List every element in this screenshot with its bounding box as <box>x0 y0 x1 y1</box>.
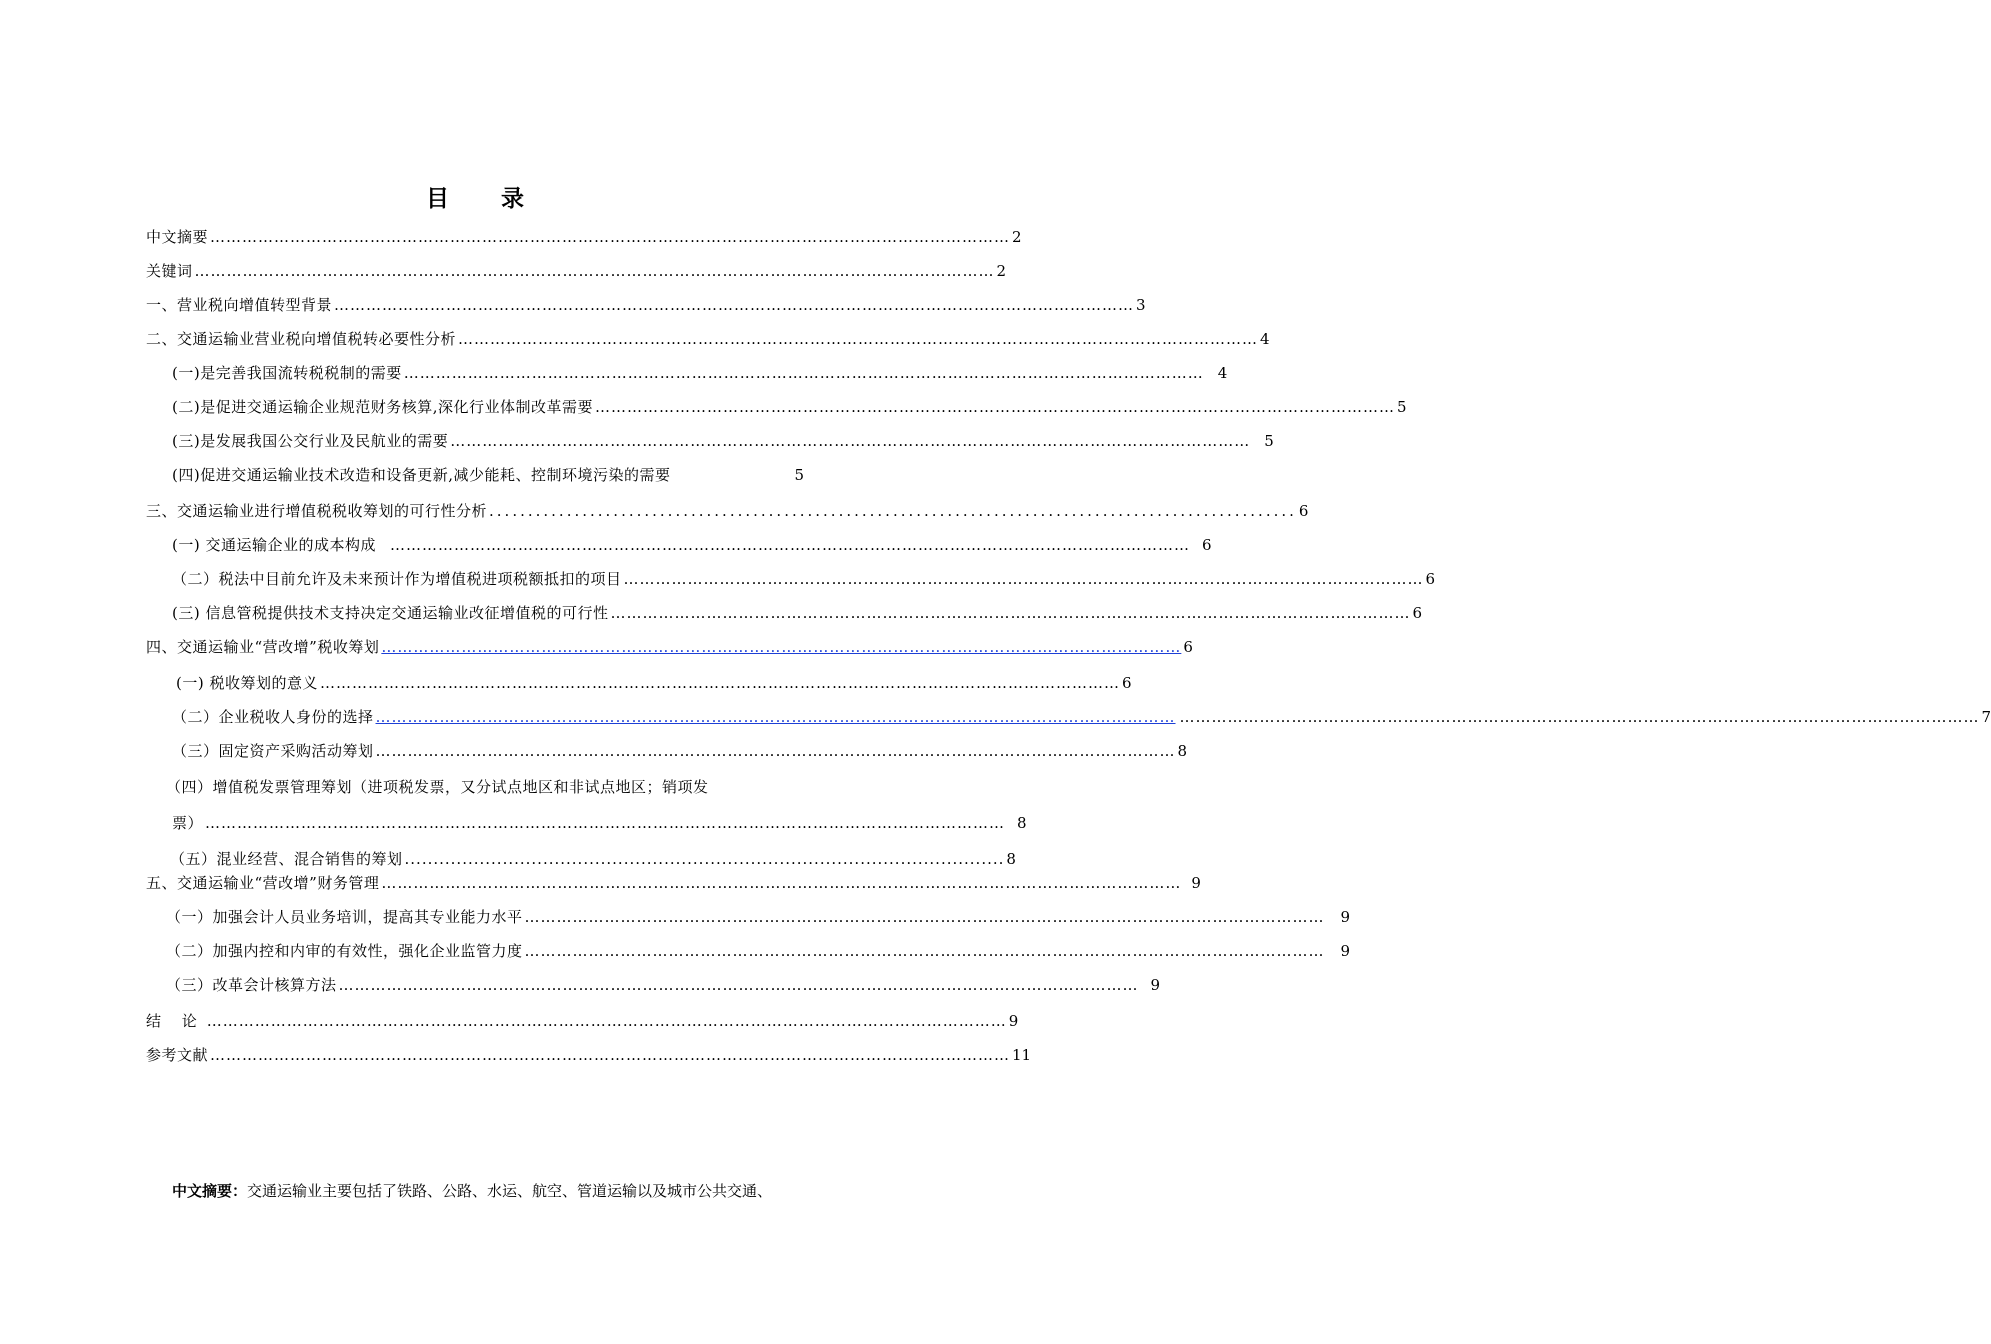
toc-entry-page: 4 <box>1217 364 1228 382</box>
toc-entry-section-2-4[interactable] <box>172 464 804 486</box>
toc-entry-section-4-4[interactable] <box>166 776 806 798</box>
dot-leader: …………………………………………………………………………………………………………………………………… <box>338 976 1139 994</box>
toc-entry-page: 8 <box>1017 814 1027 832</box>
toc-entry-section-2-1[interactable] <box>172 362 1228 384</box>
dot-leader: …………………………………………………………………………………………………………………………………… <box>623 570 1424 588</box>
dot-leader: …………………………………………………………………………………………………………………………………… <box>375 742 1176 760</box>
toc-entry-label: （三）固定资产采购活动筹划 <box>172 742 374 760</box>
dot-leader: ........................................................................................................ <box>404 850 1005 868</box>
dot-leader: …………………………………………………………………………………………………………………………………… <box>450 432 1251 450</box>
toc-entry-conclusion[interactable] <box>146 1010 1019 1032</box>
dot-leader-link: …………………………………………………………………………………………………………………………………… <box>381 638 1182 656</box>
toc-entry-label: （二）税法中目前允许及未来预计作为增值税进项税额抵扣的项目 <box>172 570 622 588</box>
toc-entry-page: 6 <box>1412 604 1423 622</box>
toc-entry-section-4-3[interactable] <box>172 740 1188 762</box>
dot-leader: …………………………………………………………………………………………………………………………………… <box>210 228 1011 246</box>
dot-leader: …………………………………………………………………………………………………………………………………… <box>594 398 1395 416</box>
dot-leader: …………………………………………………………………………………………………………………………………… <box>319 674 1120 692</box>
toc-entry-page: 3 <box>1136 296 1146 314</box>
toc-entry-page: 11 <box>1012 1046 1032 1064</box>
toc-entry-section-2-3[interactable] <box>172 430 1274 452</box>
toc-entry-page: 9 <box>1340 908 1351 926</box>
toc-entry-page: 9 <box>1150 976 1161 994</box>
toc-entry-page: 7 <box>1981 708 1991 726</box>
toc-entry-section-3-3[interactable] <box>172 602 1423 624</box>
toc-entry-section-4-5[interactable] <box>170 848 1016 870</box>
dot-leader: …………………………………………………………………………………………………………………………………… <box>334 296 1135 314</box>
dot-leader: …………………………………………………………………………………………………………………………………… <box>206 1012 1007 1030</box>
toc-entry-label: （二）企业税收人身份的选择 <box>172 708 374 726</box>
toc-entry-label: 票） <box>172 814 204 832</box>
toc-entry-page: 9 <box>1340 942 1351 960</box>
toc-entry-page: 5 <box>1396 398 1407 416</box>
dot-leader: …………………………………………………………………………………………………………………………………… <box>458 330 1259 348</box>
toc-entry-label: (一)是完善我国流转税税制的需要 <box>172 364 402 382</box>
dot-leader: …………………………………………………………………………………………………………………………………… <box>524 942 1325 960</box>
dot-leader: …………………………………………………………………………………………………………………………………… <box>381 874 1182 892</box>
toc-entry-label: (三)是发展我国公交行业及民航业的需要 <box>172 432 449 450</box>
toc-entry-label: 参考文献 <box>146 1046 209 1064</box>
toc-entry-section-3-2[interactable] <box>172 568 1436 590</box>
toc-entry-section-4-1[interactable] <box>176 672 1132 694</box>
toc-entry-label: (二)是促进交通运输企业规范财务核算,深化行业体制改革需要 <box>172 398 593 416</box>
toc-entry-label: (三) 信息管税提供技术支持决定交通运输业改征增值税的可行性 <box>172 604 609 622</box>
toc-entry-label: 四、交通运输业“营改增”税收筹划 <box>146 638 380 656</box>
toc-entry-page: 4 <box>1260 330 1270 348</box>
abstract-paragraph <box>172 1180 772 1201</box>
toc-entry-label: （二）加强内控和内审的有效性，强化企业监管力度 <box>166 942 523 960</box>
toc-entry-page: 9 <box>1191 874 1201 892</box>
dot-leader: …………………………………………………………………………………………………………………………………… <box>403 364 1204 382</box>
abstract-label: 中文摘要： <box>172 1182 248 1200</box>
toc-entry-section-5-2[interactable] <box>166 940 1351 962</box>
toc-entry-keywords[interactable] <box>146 260 1007 282</box>
toc-entry-section-2-2[interactable] <box>172 396 1407 418</box>
toc-entry-section-3[interactable] <box>146 500 1309 522</box>
toc-entry-page: 6 <box>1298 502 1309 520</box>
toc-entry-section-4[interactable] <box>146 636 1193 658</box>
toc-entry-page: 2 <box>1012 228 1022 246</box>
toc-entry-abstract[interactable] <box>146 226 1022 248</box>
dot-leader: …………………………………………………………………………………………………………………………………… <box>524 908 1325 926</box>
toc-entry-page: 6 <box>1425 570 1436 588</box>
dot-leader: …………………………………………………………………………………………………………………………………… <box>389 536 1190 554</box>
dot-leader-link: …………………………………………………………………………………………………………………………………… <box>375 708 1176 726</box>
toc-entry-label: （五）混业经营、混合销售的筹划 <box>170 850 403 868</box>
toc-entry-label: 一、营业税向增值转型背景 <box>146 296 333 314</box>
toc-entry-label: (四)促进交通运输业技术改造和设备更新,减少能耗、控制环境污染的需要 <box>172 466 671 484</box>
dot-leader: …………………………………………………………………………………………………………………………………… <box>610 604 1411 622</box>
toc-entry-label: （三）改革会计核算方法 <box>166 976 337 994</box>
toc-entry-section-5[interactable] <box>146 872 1201 894</box>
toc-entry-label: （一）加强会计人员业务培训，提高其专业能力水平 <box>166 908 523 926</box>
toc-entry-label: 中文摘要 <box>146 228 209 246</box>
toc-entry-references[interactable] <box>146 1044 1032 1066</box>
toc-entry-label: 结 论 <box>146 1012 205 1030</box>
toc-entry-page: 8 <box>1177 742 1188 760</box>
abstract-text: 交通运输业主要包括了铁路、公路、水运、航空、管道运输以及城市公共交通、 <box>247 1182 773 1200</box>
toc-entry-page: 6 <box>1201 536 1212 554</box>
toc-title: 目 录 <box>425 186 546 212</box>
toc-entry-page: 2 <box>996 262 1007 280</box>
toc-entry-label: 三、交通运输业进行增值税税收筹划的可行性分析 <box>146 502 488 520</box>
toc-entry-label: (一) 税收筹划的意义 <box>176 674 318 692</box>
dot-leader: ........................................................................................................ <box>489 502 1297 520</box>
toc-entry-page: 6 <box>1121 674 1132 692</box>
toc-entry-section-1[interactable] <box>146 294 1146 316</box>
dot-leader: …………………………………………………………………………………………………………………………………… <box>205 814 1006 832</box>
toc-entry-section-2[interactable] <box>146 328 1270 350</box>
toc-entry-page: 5 <box>1264 432 1274 450</box>
toc-entry-page: 9 <box>1008 1012 1019 1030</box>
toc-entry-label: 关键词 <box>146 262 193 280</box>
dot-leader: …………………………………………………………………………………………………………………………………… <box>1179 708 1980 726</box>
toc-entry-page: 6 <box>1183 638 1193 656</box>
dot-leader: …………………………………………………………………………………………………………………………………… <box>194 262 995 280</box>
toc-entry-page: 5 <box>794 466 804 484</box>
toc-entry-label: (一) 交通运输企业的成本构成 <box>172 536 376 554</box>
toc-entry-label: 二、交通运输业营业税向增值税转必要性分析 <box>146 330 457 348</box>
toc-entry-page: 8 <box>1006 850 1016 868</box>
toc-entry-section-5-1[interactable] <box>166 906 1351 928</box>
toc-entry-label: 五、交通运输业“营改增”财务管理 <box>146 874 380 892</box>
toc-entry-label: （四）增值税发票管理筹划（进项税发票，又分试点地区和非试点地区；销项发 <box>166 778 709 796</box>
dot-leader: …………………………………………………………………………………………………………………………………… <box>210 1046 1011 1064</box>
toc-entry-section-5-3[interactable] <box>166 974 1161 996</box>
toc-entry-section-3-1[interactable] <box>172 534 1212 556</box>
toc-entry-section-4-2[interactable] <box>172 706 1991 728</box>
toc-entry-section-4-4-cont[interactable] <box>172 812 1027 834</box>
